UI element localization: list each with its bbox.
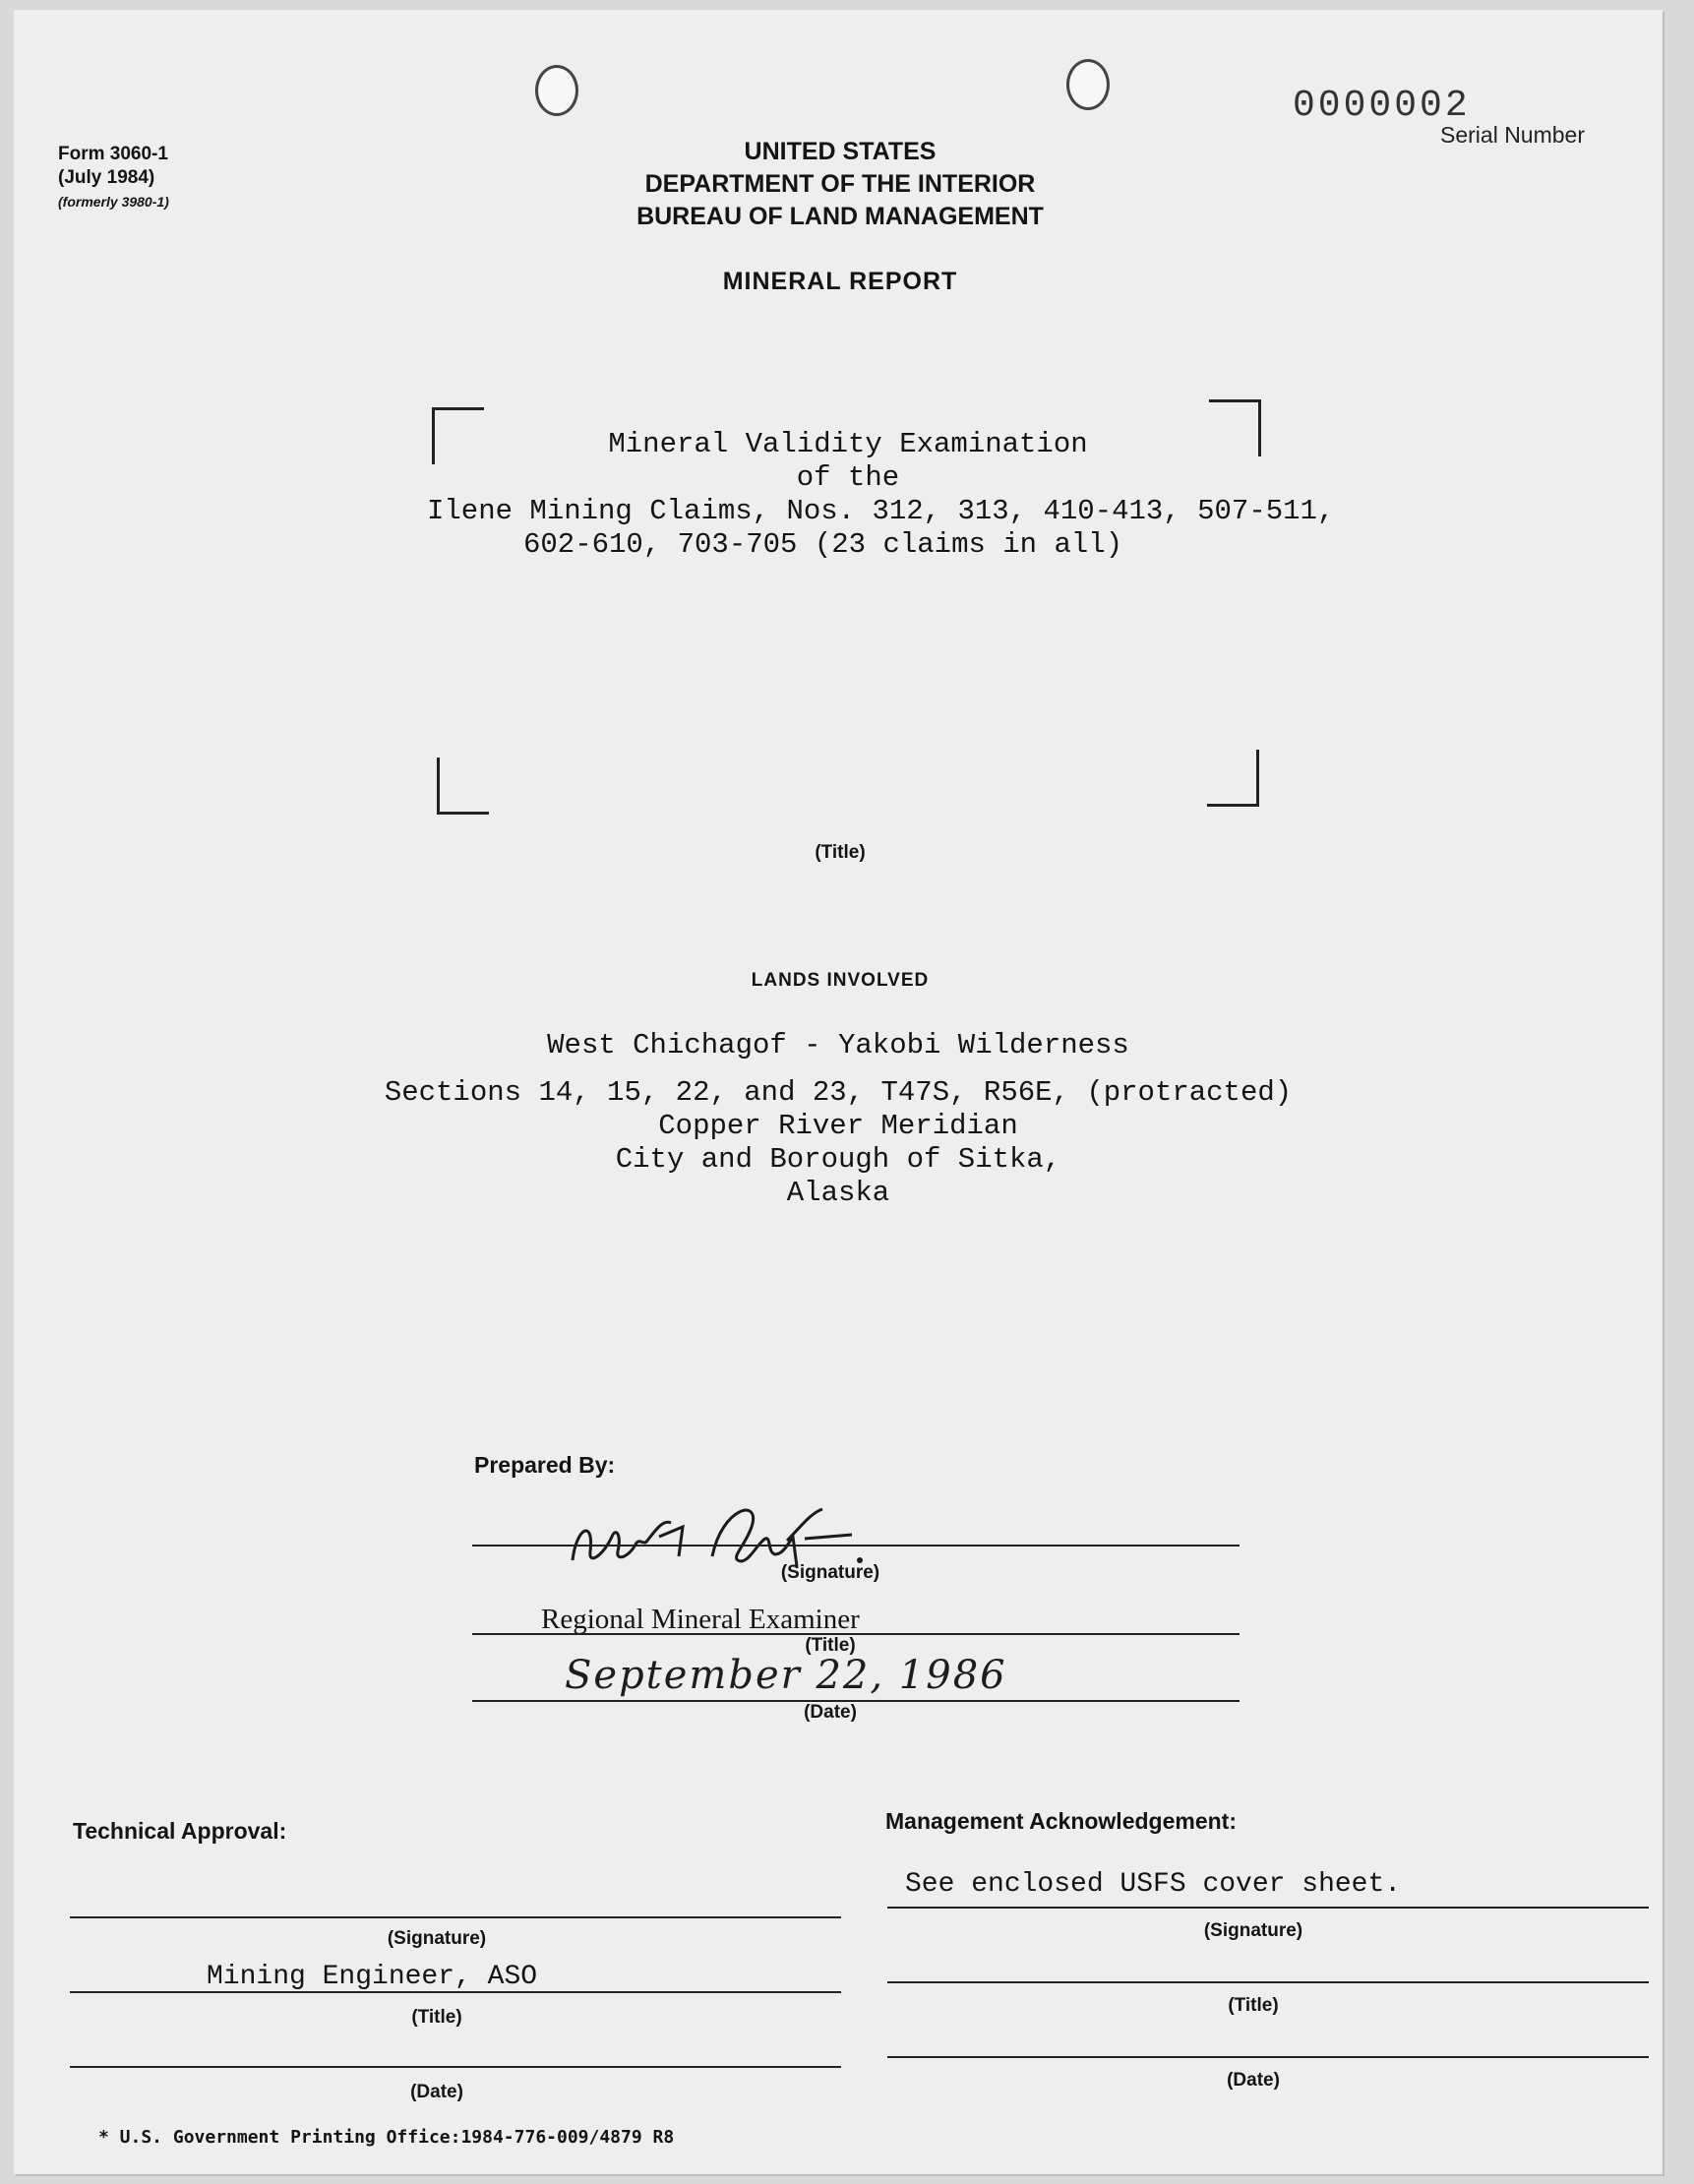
printing-office-footer: * U.S. Government Printing Office:1984-776-009/4879 R8: [98, 2127, 675, 2148]
title-line-3: Ilene Mining Claims, Nos. 312, 313, 410-413, 507-511,: [427, 495, 1335, 527]
title-line-2: of the: [796, 461, 900, 494]
management-ack-signature-line: [887, 1907, 1649, 1909]
technical-approval-date-line: [70, 2066, 841, 2068]
technical-approval-title-line: [70, 1991, 841, 1993]
bracket-bottom-right: [1207, 750, 1259, 807]
management-ack-date-line: [887, 2056, 1649, 2058]
prepared-by-title-caption: (Title): [805, 1635, 856, 1656]
agency-line-3: BUREAU OF LAND MANAGEMENT: [636, 203, 1044, 230]
title-line-4: 602-610, 703-705 (23 claims in all): [523, 528, 1123, 561]
prepared-by-signature-caption: (Signature): [780, 1562, 880, 1583]
prepared-by-date-caption: (Date): [804, 1702, 857, 1723]
technical-approval-label: Technical Approval:: [73, 1818, 287, 1844]
technical-approval-title-caption: (Title): [411, 2007, 462, 2028]
title-line-1: Mineral Validity Examination: [608, 428, 1088, 460]
management-ack-title-line: [887, 1981, 1649, 1983]
management-ack-signature-value: See enclosed USFS cover sheet.: [905, 1869, 1402, 1900]
punch-hole-left: [535, 65, 578, 116]
agency-line-2: DEPARTMENT OF THE INTERIOR: [644, 170, 1036, 198]
serial-number-value: 0000002: [1293, 85, 1471, 127]
punch-hole-right: [1066, 59, 1110, 110]
title-block: [14, 428, 1663, 562]
prepared-by-date-value: September 22, 1986: [565, 1653, 1007, 1698]
lands-line-4: City and Borough of Sitka,: [615, 1143, 1061, 1176]
lands-line-1: West Chichagof - Yakobi Wilderness: [547, 1029, 1129, 1062]
form-info: [58, 143, 169, 213]
management-ack-title-caption: (Title): [1228, 1995, 1279, 2016]
lands-heading: LANDS INVOLVED: [751, 970, 930, 991]
prepared-by-signature-line: [472, 1545, 1240, 1547]
technical-approval-title-value: Mining Engineer, ASO: [207, 1962, 538, 1992]
technical-approval-date-caption: (Date): [410, 2082, 463, 2102]
agency-line-1: UNITED STATES: [744, 138, 937, 165]
lands-block: [14, 1029, 1663, 1210]
form-number: Form 3060-1: [58, 144, 168, 164]
management-ack-label: Management Acknowledgement:: [885, 1808, 1237, 1834]
form-formerly: (formerly 3980-1): [58, 194, 169, 210]
prepared-by-title-value: Regional Mineral Examiner: [541, 1604, 860, 1635]
report-type: MINERAL REPORT: [722, 268, 958, 295]
technical-approval-signature-line: [70, 1916, 841, 1918]
prepared-by-label: Prepared By:: [474, 1452, 616, 1478]
lands-line-2: Sections 14, 15, 22, and 23, T47S, R56E, (protracted): [384, 1076, 1293, 1109]
technical-approval-signature-caption: (Signature): [387, 1928, 487, 1949]
lands-line-3: Copper River Meridian: [658, 1110, 1018, 1142]
title-caption: (Title): [815, 842, 866, 863]
document-page: [14, 10, 1663, 2174]
management-ack-date-caption: (Date): [1227, 2070, 1280, 2091]
bracket-bottom-left: [437, 758, 489, 815]
form-date: (July 1984): [58, 167, 155, 188]
serial-number-label: Serial Number: [1440, 122, 1585, 148]
management-ack-signature-caption: (Signature): [1203, 1920, 1303, 1941]
lands-line-5: Alaska: [786, 1177, 890, 1209]
agency-heading: [545, 136, 1135, 233]
